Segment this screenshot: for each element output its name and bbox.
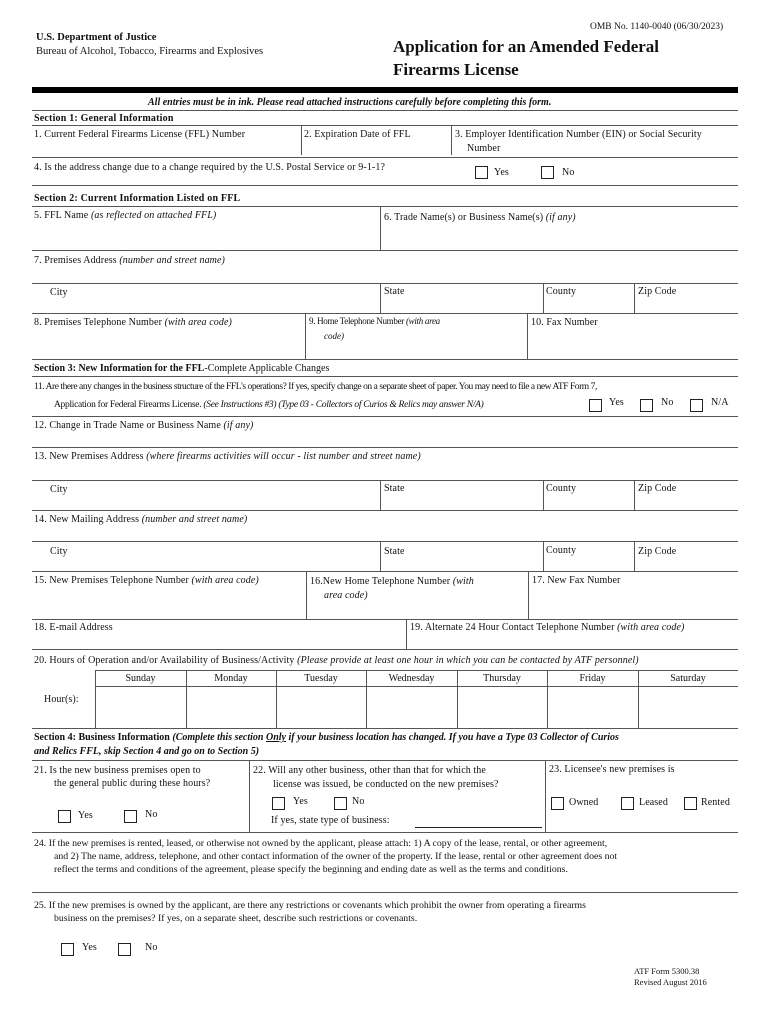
- divider: [634, 541, 635, 571]
- home-phone-hint-cont: code): [324, 331, 344, 341]
- rule: [32, 359, 738, 360]
- field-city[interactable]: City: [50, 287, 68, 298]
- rule: [32, 157, 738, 158]
- day-sunday: Sunday: [125, 673, 156, 684]
- field-new-home-phone[interactable]: [310, 576, 474, 587]
- day-monday: Monday: [214, 673, 248, 684]
- divider: [380, 283, 381, 313]
- field-trade-name[interactable]: [384, 212, 576, 223]
- revision-date: Revised August 2016: [634, 977, 707, 987]
- section-3-title: [34, 363, 329, 374]
- question-20: [34, 655, 639, 666]
- ffl-name-hint: (as reflected on attached FFL): [90, 210, 217, 221]
- q4-no-checkbox[interactable]: [541, 166, 554, 179]
- field-new-county[interactable]: County: [546, 483, 577, 494]
- rule: [32, 206, 738, 207]
- field-state[interactable]: State: [384, 286, 405, 297]
- q22-no-label: No: [352, 796, 365, 807]
- rule: [32, 728, 738, 729]
- hours-label: 20. Hours of Operation and/or Availability of Business/Activity: [34, 655, 295, 666]
- alternate-phone-hint: (with area code): [617, 622, 685, 633]
- q4-no-label: No: [562, 167, 575, 178]
- q21-yes-checkbox[interactable]: [58, 810, 71, 823]
- question-4: 4. Is the address change due to a change required by the U.S. Postal Service or 9-1-1?: [34, 162, 385, 173]
- section-4-title-bold: Section 4: Business Information: [34, 732, 170, 743]
- divider: [305, 313, 306, 359]
- field-ein-ssn[interactable]: 3. Employer Identification Number (EIN) or Social Security: [455, 129, 702, 140]
- question-24-cont2: reflect the terms and conditions of the agreement, please specify the beginning and ending date as well as the terms and conditions.: [54, 864, 568, 875]
- mailing-address-hint: (number and street name): [141, 514, 248, 525]
- divider: [301, 125, 302, 155]
- hours-input-wednesday[interactable]: [367, 687, 456, 727]
- new-premises-address-hint: (where firearms activities will occur - list number and street name): [146, 451, 421, 462]
- trade-name-change-label: 12. Change in Trade Name or Business Name: [34, 420, 221, 431]
- divider: [451, 125, 452, 155]
- trade-name-hint: (if any): [545, 212, 576, 223]
- section-4-hint-1: (Complete this section: [172, 732, 264, 743]
- new-home-phone-label: 16.New Home Telephone Number: [310, 576, 451, 587]
- day-thursday: Thursday: [483, 673, 521, 684]
- section-4-hint-only: Only: [265, 732, 286, 743]
- hours-input-thursday[interactable]: [458, 687, 546, 727]
- field-county[interactable]: County: [546, 286, 577, 297]
- trade-name-change-hint: (if any): [223, 420, 254, 431]
- mailing-address-label: 14. New Mailing Address: [34, 514, 140, 525]
- divider: [545, 760, 546, 832]
- bureau-name: Bureau of Alcohol, Tobacco, Firearms and Explosives: [36, 46, 264, 57]
- agency-name: U.S. Department of Justice: [36, 32, 157, 43]
- divider: [306, 571, 307, 619]
- rule: [32, 125, 738, 126]
- business-type-input[interactable]: [415, 827, 542, 828]
- new-home-phone-hint: (with: [452, 576, 474, 587]
- rule: [32, 832, 738, 833]
- divider: [634, 480, 635, 510]
- omb-number: OMB No. 1140-0040 (06/30/2023): [590, 22, 724, 32]
- rule: [32, 376, 738, 377]
- section-2-title: Section 2: Current Information Listed on FFL: [34, 193, 241, 204]
- q11-na-label: N/A: [711, 397, 729, 408]
- q11-text: Application for Federal Firearms License.: [54, 400, 202, 410]
- section-3-title-rest: -Complete Applicable Changes: [204, 363, 330, 374]
- day-tuesday: Tuesday: [304, 673, 338, 684]
- question-25-cont: business on the premises? If yes, on a separate sheet, describe such restrictions or covenants.: [54, 913, 418, 924]
- day-saturday: Saturday: [670, 673, 706, 684]
- hours-input-saturday[interactable]: [639, 687, 737, 727]
- premises-address-hint: (number and street name): [119, 255, 225, 266]
- field-home-phone[interactable]: [309, 316, 440, 326]
- q4-yes-label: Yes: [494, 167, 509, 178]
- home-phone-hint: (with area: [405, 316, 440, 326]
- q11-yes-label: Yes: [609, 397, 624, 408]
- field-new-premises-phone[interactable]: [34, 575, 259, 586]
- q23-leased-checkbox[interactable]: [621, 797, 634, 810]
- question-22: 22. Will any other business, other than that for which the: [253, 765, 486, 776]
- section-4-hint-3: and Relics FFL, skip Section 4 and go on to Section 5): [34, 746, 260, 757]
- q21-no-checkbox[interactable]: [124, 810, 137, 823]
- hours-input-sunday[interactable]: [96, 687, 185, 727]
- divider: [528, 571, 529, 619]
- field-alternate-phone[interactable]: [410, 622, 684, 633]
- q21-yes-label: Yes: [78, 810, 93, 821]
- rule: [32, 541, 738, 542]
- divider: [543, 283, 544, 313]
- rule: [32, 510, 738, 511]
- field-mailing-address[interactable]: [34, 514, 247, 525]
- field-mailing-county[interactable]: County: [546, 545, 577, 556]
- q11-yes-checkbox[interactable]: [589, 399, 602, 412]
- question-25: 25. If the new premises is owned by the applicant, are there any restrictions or covenants which prohibit the owner from operating a firearms: [34, 900, 586, 911]
- hours-hint: (Please provide at least one hour in which you can be contacted by ATF personnel): [297, 655, 639, 666]
- rule: [32, 283, 738, 284]
- section-4-hint-2: if your business location has changed. If you have a Type 03 Collector of Curios: [288, 732, 619, 743]
- q25-no-checkbox[interactable]: [118, 943, 131, 956]
- field-ffl-name[interactable]: [34, 210, 216, 221]
- question-22-cont: license was issued, be conducted on the new premises?: [273, 779, 499, 790]
- hours-row-label: Hour(s):: [44, 694, 79, 705]
- question-24-cont1: and 2) The name, address, telephone, and other contact information of the owner of the property. If the lease, rental or other agreement does not: [54, 851, 618, 862]
- premises-phone-label: 8. Premises Telephone Number: [34, 317, 162, 328]
- question-21-cont: the general public during these hours?: [54, 778, 211, 789]
- premises-phone-hint: (with area code): [164, 317, 232, 328]
- field-fax[interactable]: 10. Fax Number: [531, 317, 598, 328]
- new-home-phone-hint-cont: area code): [324, 590, 368, 601]
- question-11: 11. Are there any changes in the business structure of the FFL's operations? If yes, specify change on a separate sheet of paper. You may need to file a new ATF Form 7,: [34, 382, 597, 392]
- q23-owned-label: Owned: [569, 797, 599, 808]
- q23-rented-label: Rented: [701, 797, 730, 808]
- field-premises-phone[interactable]: [34, 317, 232, 328]
- rule: [32, 110, 738, 111]
- q22-business-type-label: If yes, state type of business:: [271, 815, 390, 826]
- divider: [543, 541, 544, 571]
- hours-input-tuesday[interactable]: [277, 687, 365, 727]
- alternate-phone-label: 19. Alternate 24 Hour Contact Telephone Number: [410, 622, 615, 633]
- day-wednesday: Wednesday: [388, 673, 435, 684]
- section-1-title: Section 1: General Information: [34, 113, 174, 124]
- rule: [32, 416, 738, 417]
- hours-input-monday[interactable]: [187, 687, 275, 727]
- divider: [527, 313, 528, 359]
- q11-hint: (See Instructions #3) (Type 03 - Collectors of Curios & Relics may answer N/A): [203, 400, 484, 410]
- new-premises-phone-hint: (with area code): [191, 575, 259, 586]
- divider: [380, 541, 381, 571]
- field-ffl-number[interactable]: 1. Current Federal Firearms License (FFL) Number: [34, 129, 246, 140]
- rule: [32, 619, 738, 620]
- rule: [32, 313, 738, 314]
- rule: [32, 250, 738, 251]
- question-11-cont: [54, 400, 484, 410]
- field-new-fax[interactable]: 17. New Fax Number: [532, 575, 621, 586]
- field-ein-ssn-cont: Number: [467, 143, 501, 154]
- q23-rented-checkbox[interactable]: [684, 797, 697, 810]
- question-23: 23. Licensee's new premises is: [549, 764, 675, 775]
- field-mailing-city[interactable]: City: [50, 546, 68, 557]
- q11-no-label: No: [661, 397, 674, 408]
- q25-yes-checkbox[interactable]: [61, 943, 74, 956]
- q22-yes-label: Yes: [293, 796, 308, 807]
- divider: [380, 480, 381, 510]
- field-mailing-zip[interactable]: Zip Code: [638, 546, 677, 557]
- new-premises-phone-label: 15. New Premises Telephone Number: [34, 575, 189, 586]
- divider: [634, 283, 635, 313]
- q25-no-label: No: [145, 942, 158, 953]
- form-number: ATF Form 5300.38: [634, 966, 700, 976]
- field-new-state[interactable]: State: [384, 483, 405, 494]
- rule: [32, 760, 738, 761]
- question-21: 21. Is the new business premises open to: [34, 765, 201, 776]
- new-premises-address-label: 13. New Premises Address: [34, 451, 144, 462]
- field-new-premises-address[interactable]: [34, 451, 421, 462]
- question-24: 24. If the new premises is rented, leased, or otherwise not owned by the applicant, please attach: 1) A copy of the lease, rental, or other agreement,: [34, 838, 608, 849]
- field-mailing-state[interactable]: State: [384, 546, 405, 557]
- q11-no-checkbox[interactable]: [640, 399, 653, 412]
- rule: [32, 649, 738, 650]
- trade-name-label: 6. Trade Name(s) or Business Name(s): [384, 212, 544, 223]
- form-title-line1: Application for an Amended Federal: [393, 37, 660, 56]
- q22-no-checkbox[interactable]: [334, 797, 347, 810]
- day-friday: Friday: [579, 673, 606, 684]
- q23-owned-checkbox[interactable]: [551, 797, 564, 810]
- divider: [406, 619, 407, 649]
- home-phone-label: 9. Home Telephone Number: [309, 316, 404, 326]
- header-rule: [32, 87, 738, 93]
- rule: [32, 571, 738, 572]
- hours-input-friday[interactable]: [548, 687, 637, 727]
- ffl-name-label: 5. FFL Name: [34, 210, 89, 221]
- divider: [380, 206, 381, 250]
- rule: [32, 892, 738, 893]
- field-trade-name-change[interactable]: [34, 420, 253, 431]
- field-expiration-date[interactable]: 2. Expiration Date of FFL: [304, 129, 411, 140]
- rule: [32, 480, 738, 481]
- q23-leased-label: Leased: [639, 797, 668, 808]
- field-email[interactable]: 18. E-mail Address: [34, 622, 113, 633]
- rule: [32, 447, 738, 448]
- q22-yes-checkbox[interactable]: [272, 797, 285, 810]
- section-4-title: [34, 732, 619, 743]
- field-premises-address[interactable]: [34, 255, 225, 266]
- premises-address-label: 7. Premises Address: [34, 255, 117, 266]
- field-zip[interactable]: Zip Code: [638, 286, 677, 297]
- rule: [32, 185, 738, 186]
- field-new-zip[interactable]: Zip Code: [638, 483, 677, 494]
- rule: [95, 670, 738, 671]
- q11-na-checkbox[interactable]: [690, 399, 703, 412]
- divider: [249, 760, 250, 832]
- q25-yes-label: Yes: [82, 942, 97, 953]
- divider: [543, 480, 544, 510]
- q21-no-label: No: [145, 809, 158, 820]
- field-new-city[interactable]: City: [50, 484, 68, 495]
- ink-instructions: All entries must be in ink. Please read attached instructions carefully before completing this form.: [148, 97, 552, 108]
- q4-yes-checkbox[interactable]: [475, 166, 488, 179]
- form-title-line2: Firearms License: [393, 60, 519, 79]
- section-3-title-bold: Section 3: New Information for the FFL: [34, 363, 205, 374]
